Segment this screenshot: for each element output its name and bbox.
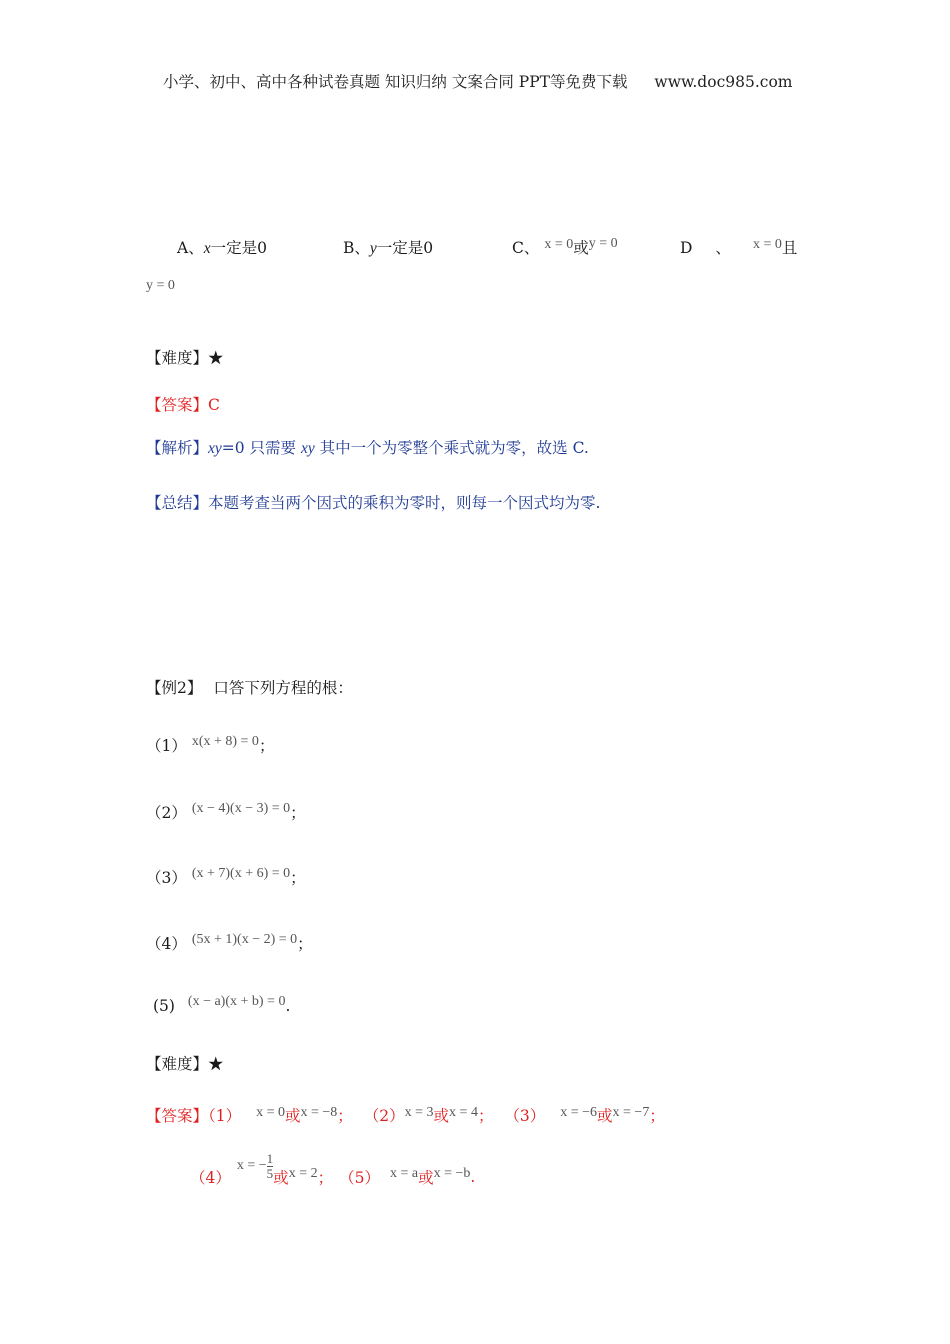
q1-difficulty-label: 【难度】 [146,349,209,367]
q2-item-3 [146,866,306,888]
option-d [680,236,731,258]
option-d-math1: x = 0 [753,237,782,252]
q2-answer-1-end: ； [337,1107,353,1125]
q1-summary [146,491,600,513]
q2-answer-5-x2: x = −b [433,1166,471,1181]
option-d-cont [753,236,797,258]
q2-answer-5-or: 或 [418,1169,434,1187]
q2-title [146,676,353,698]
option-d-sep: 、 [715,239,731,257]
q2-answer-2-x1: x = 3 [404,1105,434,1120]
q2-answer-2-num: （2） [363,1107,405,1125]
page-header [163,70,792,92]
q2-item-end: ； [290,804,306,822]
q2-item-end: ； [290,869,306,887]
q2-answer-4-x1 [237,1152,273,1181]
q2-difficulty [146,1052,224,1074]
q2-answer-3-end: ； [649,1107,665,1125]
q1-answer-value: C [208,396,220,414]
q2-title-label: 【例2】 [146,679,203,697]
q2-answer-line-1 [146,1104,665,1126]
option-c-or: 或 [573,239,589,257]
option-c [512,236,618,258]
q2-item-num: （1） [146,737,187,755]
q1-analysis-text: =0 只需要 [221,439,301,457]
option-c-prefix: C、 [512,239,540,257]
option-a-text: 一定是0 [210,239,267,257]
q2-item-1 [146,734,274,756]
q2-answer-1-or: 或 [284,1107,301,1125]
q2-answer-5-x1: x = a [389,1166,419,1181]
q2-item-end: . [285,997,291,1015]
q1-analysis-label: 【解析】 [146,439,209,457]
option-a-var: x [203,240,211,257]
q2-difficulty-stars: ★ [208,1055,224,1073]
q2-answer-3-x1: x = −6 [560,1105,598,1120]
option-b-var: y [369,240,377,257]
q2-answer-5-end: . [470,1168,476,1186]
option-d-prefix: D [680,239,693,257]
q2-answer-3-or: 或 [597,1107,613,1125]
option-c-math2: y = 0 [588,236,618,251]
q2-answer-5-num: （5） [339,1169,380,1187]
q2-answer-4-num: （4） [190,1169,231,1187]
q2-item-4 [146,932,313,954]
q2-item-num: （2） [146,804,187,822]
header-site: www.doc985.com [654,73,793,91]
q2-item-num: （4） [146,935,187,953]
q2-answer-label: 【答案】 [146,1107,209,1125]
q2-answer-1-x2: x = −8 [300,1105,338,1120]
q2-item-eq: x(x + 8) = 0 [191,734,259,749]
q1-answer [146,393,220,415]
q2-answer-line-2 [190,1144,475,1188]
option-b [343,236,433,258]
q2-answer-3-x2: x = −7 [612,1105,650,1120]
q1-analysis-var: xy [208,440,222,457]
q1-summary-text: 本题考查当两个因式的乘积为零时，则每一个因式均为零. [208,494,601,512]
header-text: 小学、初中、高中各种试卷真题 知识归纳 文案合同 PPT等免费下载 [163,73,628,91]
q2-item-end: ； [258,737,275,755]
q2-answer-3-num: （3） [504,1107,546,1125]
option-c-math1: x = 0 [544,237,574,252]
option-b-text: 一定是0 [376,239,434,257]
q2-item-eq: (x + 7)(x + 6) = 0 [191,866,291,881]
q2-answer-4-x2: x = 2 [288,1166,318,1181]
q2-item-end: ； [297,935,313,953]
option-a [177,236,267,258]
q2-answer-1-num: （1） [208,1107,242,1125]
q2-answer-2-x2: x = 4 [449,1105,478,1120]
q2-answer-4-frac-num: 1 [266,1150,274,1166]
q2-answer-1-x1: x = 0 [256,1105,285,1120]
q1-analysis-var2: xy [300,440,315,457]
q1-analysis-text2: 其中一个为零整个乘式就为零，故选 C. [314,439,589,457]
q2-difficulty-label: 【难度】 [146,1055,209,1073]
q2-item-eq: (x − 4)(x − 3) = 0 [191,801,291,816]
q2-item-eq: (5x + 1)(x − 2) = 0 [191,932,298,947]
q1-difficulty-stars: ★ [208,349,224,367]
q2-answer-2-end: ； [477,1107,494,1125]
q1-analysis [146,436,589,458]
option-b-prefix: B、 [343,239,370,257]
option-d-math2: y = 0 [146,278,175,293]
q2-title-text: 口答下列方程的根： [213,679,353,697]
q2-item-2 [146,801,306,823]
q2-answer-4-frac-den: 5 [266,1165,274,1181]
q2-answer-4-end: ； [317,1169,334,1187]
q2-item-5 [153,994,291,1016]
q1-answer-label: 【答案】 [146,396,209,414]
q2-answer-4-x1-pre: x = − [236,1158,267,1173]
q2-answer-2-or: 或 [433,1107,450,1125]
q2-item-num: (5) [153,997,175,1015]
q2-item-eq: (x − a)(x + b) = 0 [187,994,286,1009]
option-d-and: 且 [781,239,798,257]
option-a-prefix: A、 [177,239,204,257]
q2-answer-4-or: 或 [273,1169,289,1187]
q1-difficulty [146,346,224,368]
q2-item-num: （3） [146,869,187,887]
q1-summary-label: 【总结】 [146,494,209,512]
